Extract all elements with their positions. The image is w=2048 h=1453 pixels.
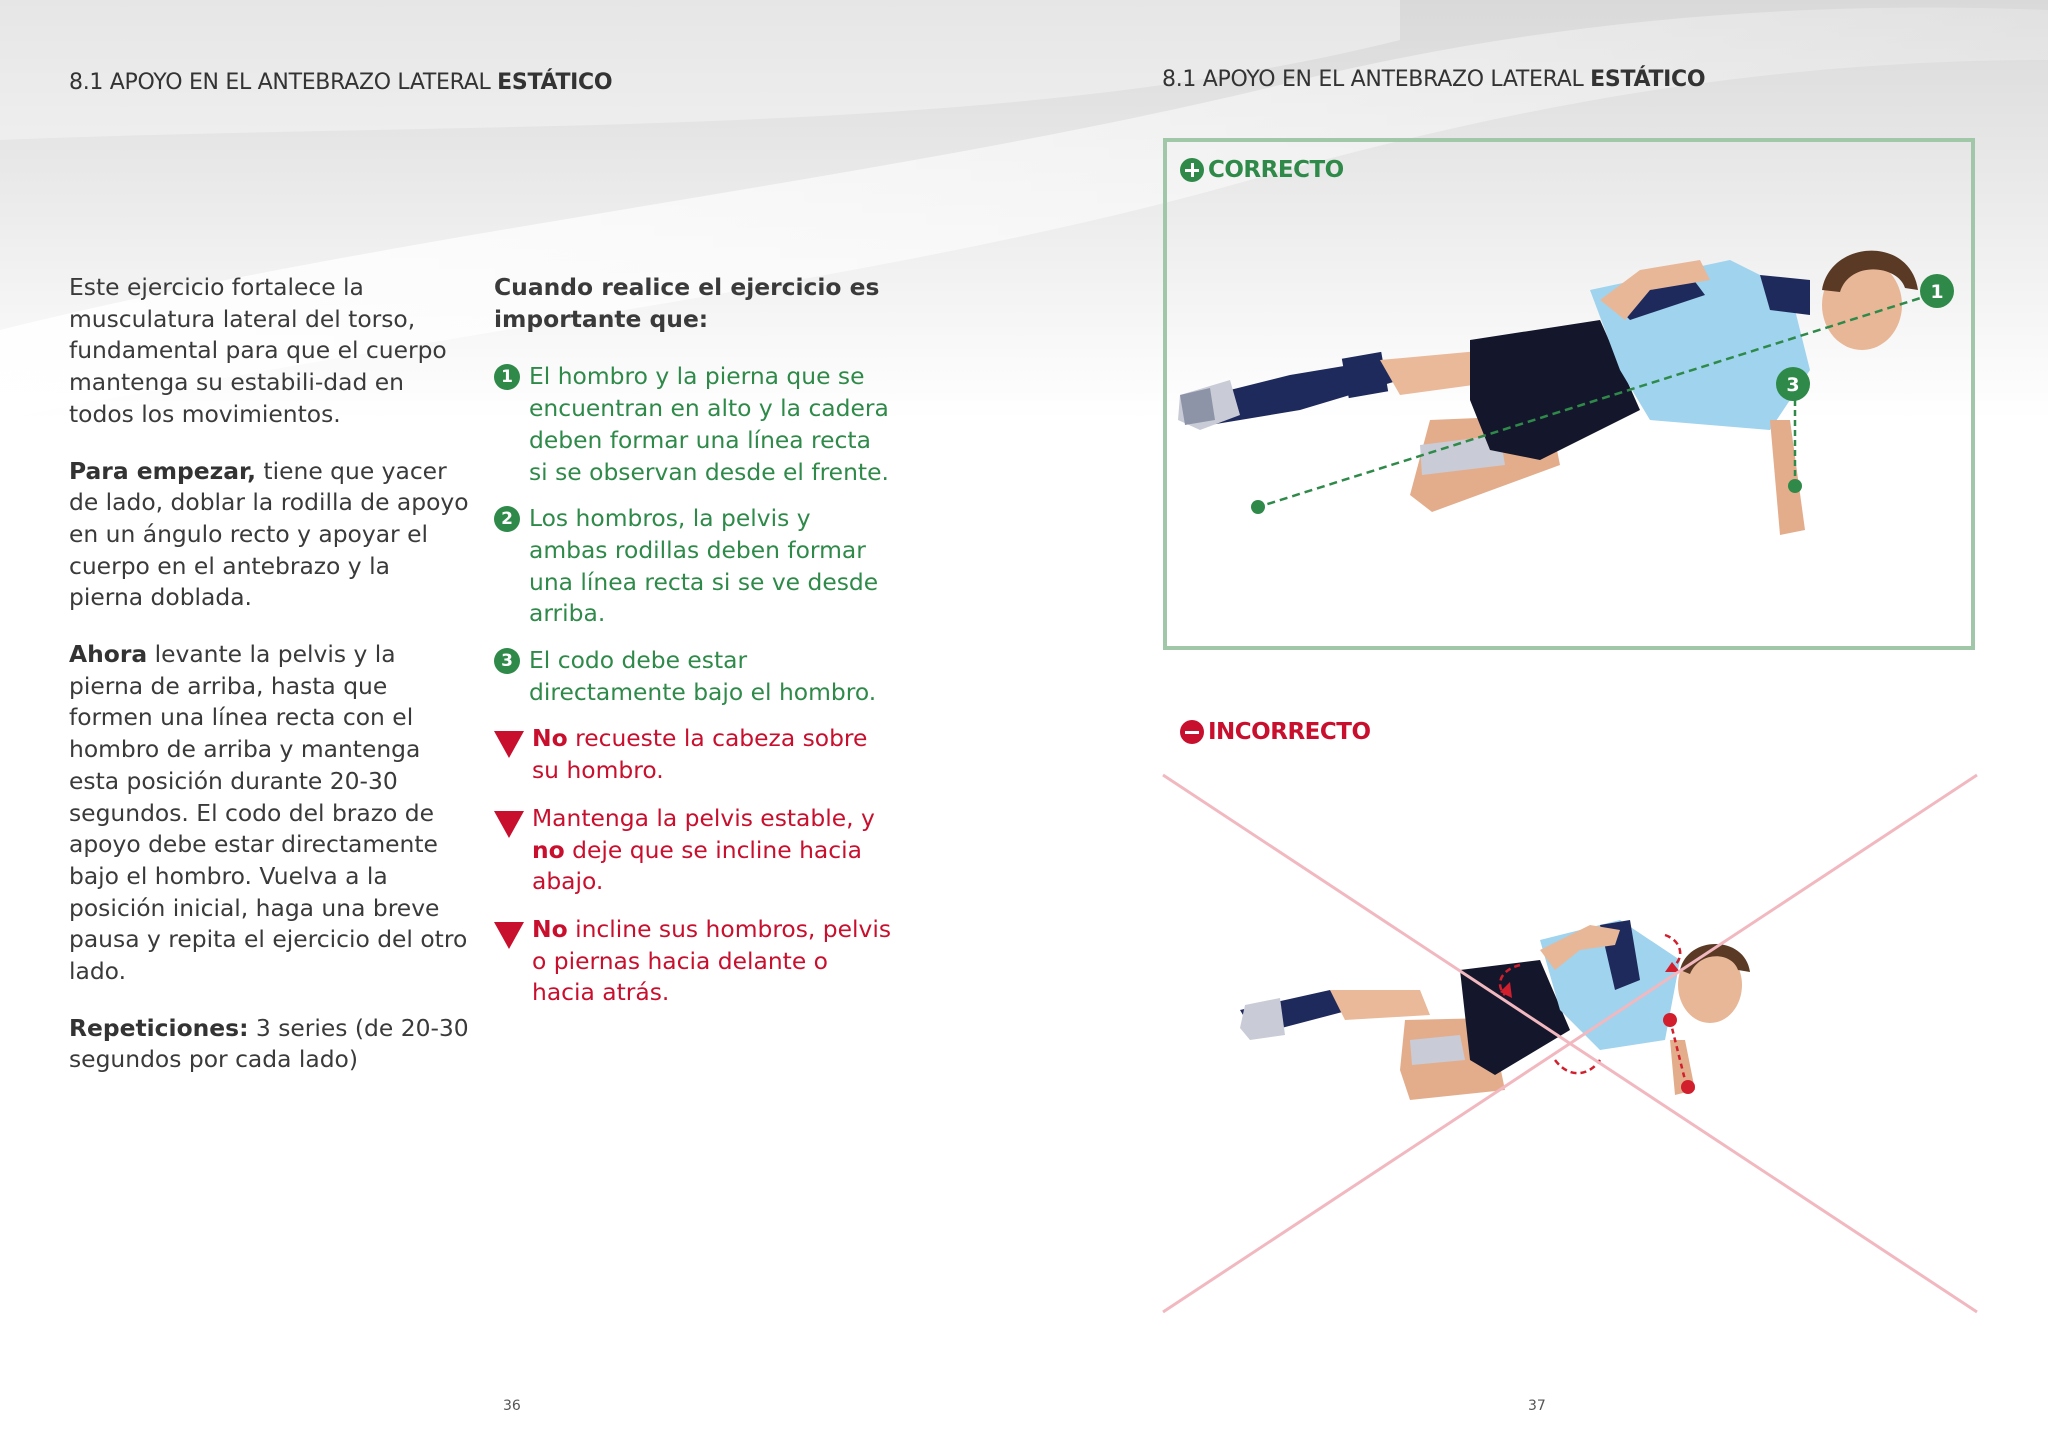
warning-bold: no <box>532 835 565 864</box>
warning-bold: No <box>532 724 568 753</box>
minus-circle-icon <box>1180 720 1204 744</box>
intro-paragraph-2 <box>69 456 469 615</box>
running-head-text: 8.1 APOYO EN EL ANTEBRAZO LATERAL <box>69 70 498 95</box>
warning-item-2 <box>494 803 894 898</box>
warning-item-1 <box>494 723 894 786</box>
correct-label-text: CORRECTO <box>1208 157 1344 183</box>
number-badge-icon: 2 <box>494 506 520 532</box>
running-head-left <box>69 70 612 95</box>
warning-text: incline sus hombros, pelvis o piernas hacia delante o hacia atrás. <box>532 914 892 1007</box>
repetitions-lead: Repeticiones: <box>69 1013 249 1042</box>
warning-triangle-icon <box>494 731 524 758</box>
warning-text: recueste la cabeza sobre su hombro. <box>532 724 868 785</box>
page-number-right: 37 <box>1528 1398 1546 1414</box>
warning-triangle-icon <box>494 922 524 949</box>
intro-paragraph-1: Este ejercicio fortalece la musculatura lateral del torso, fundamental para que el cuerpo mantenga su estabili-dad en todos los movimientos. <box>69 273 447 428</box>
marker-3-label: 3 <box>1786 374 1800 396</box>
warning-text: Mantenga la pelvis estable, y <box>532 803 875 832</box>
intro-column <box>69 272 469 1101</box>
warning-text-tail: deje que se incline hacia abajo. <box>532 835 862 896</box>
checklist-item-text: El codo debe estar directamente bajo el hombro. <box>529 646 877 706</box>
checklist-item-text: El hombro y la pierna que se encuentran en alto y la cadera deben formar una línea recta si se observan desde el frente. <box>529 362 889 486</box>
correct-position-photo <box>1170 220 1970 560</box>
intro-paragraph-2-text: tiene que yacer de lado, doblar la rodilla de apoyo en un ángulo recto y apoyar el cuerpo en el antebrazo y la pierna doblada. <box>69 456 469 612</box>
number-badge-icon: 3 <box>494 648 520 674</box>
intro-paragraph-2-lead: Para empezar, <box>69 456 256 485</box>
number-badge-icon: 1 <box>494 364 520 390</box>
intro-paragraph-3 <box>69 639 469 988</box>
checklist-item-1 <box>494 361 894 488</box>
marker-1-label: 1 <box>1930 281 1944 303</box>
running-head-right <box>1162 67 1705 92</box>
incorrect-label <box>1180 719 1371 745</box>
repetitions-text: 3 series (de 20-30 segundos por cada lado) <box>69 1013 469 1074</box>
running-head-bold: ESTÁTICO <box>497 70 613 95</box>
incorrect-cross-mark <box>1160 770 1980 1320</box>
checklist-heading: Cuando realice el ejercicio es importante que: <box>494 273 880 333</box>
checklist-column <box>494 272 894 1025</box>
page-number-left: 36 <box>503 1398 521 1414</box>
incorrect-label-text: INCORRECTO <box>1208 719 1371 745</box>
warning-triangle-icon <box>494 811 524 838</box>
warning-item-3 <box>494 914 894 1009</box>
checklist-item-3 <box>494 645 894 708</box>
checklist-item-text: Los hombros, la pelvis y ambas rodillas deben formar una línea recta si se ve desde arriba. <box>529 504 879 628</box>
running-head-bold: ESTÁTICO <box>1590 67 1706 92</box>
running-head-text: 8.1 APOYO EN EL ANTEBRAZO LATERAL <box>1162 67 1591 92</box>
repetitions <box>69 1013 469 1076</box>
checklist-item-2 <box>494 503 894 630</box>
warning-bold: No <box>532 914 568 943</box>
correct-label <box>1180 157 1344 183</box>
intro-paragraph-3-lead: Ahora <box>69 640 148 669</box>
plus-circle-icon <box>1180 158 1204 182</box>
intro-paragraph-3-text: levante la pelvis y la pierna de arriba, hasta que formen una línea recta con el hombro de arriba y mantenga esta posición durante 20-30 segundos. El codo del brazo de apoyo debe estar directamente bajo el hombro. Vuelva a la posición inicial, haga una breve pausa y repita el ejercicio del otro lado. <box>69 640 468 986</box>
